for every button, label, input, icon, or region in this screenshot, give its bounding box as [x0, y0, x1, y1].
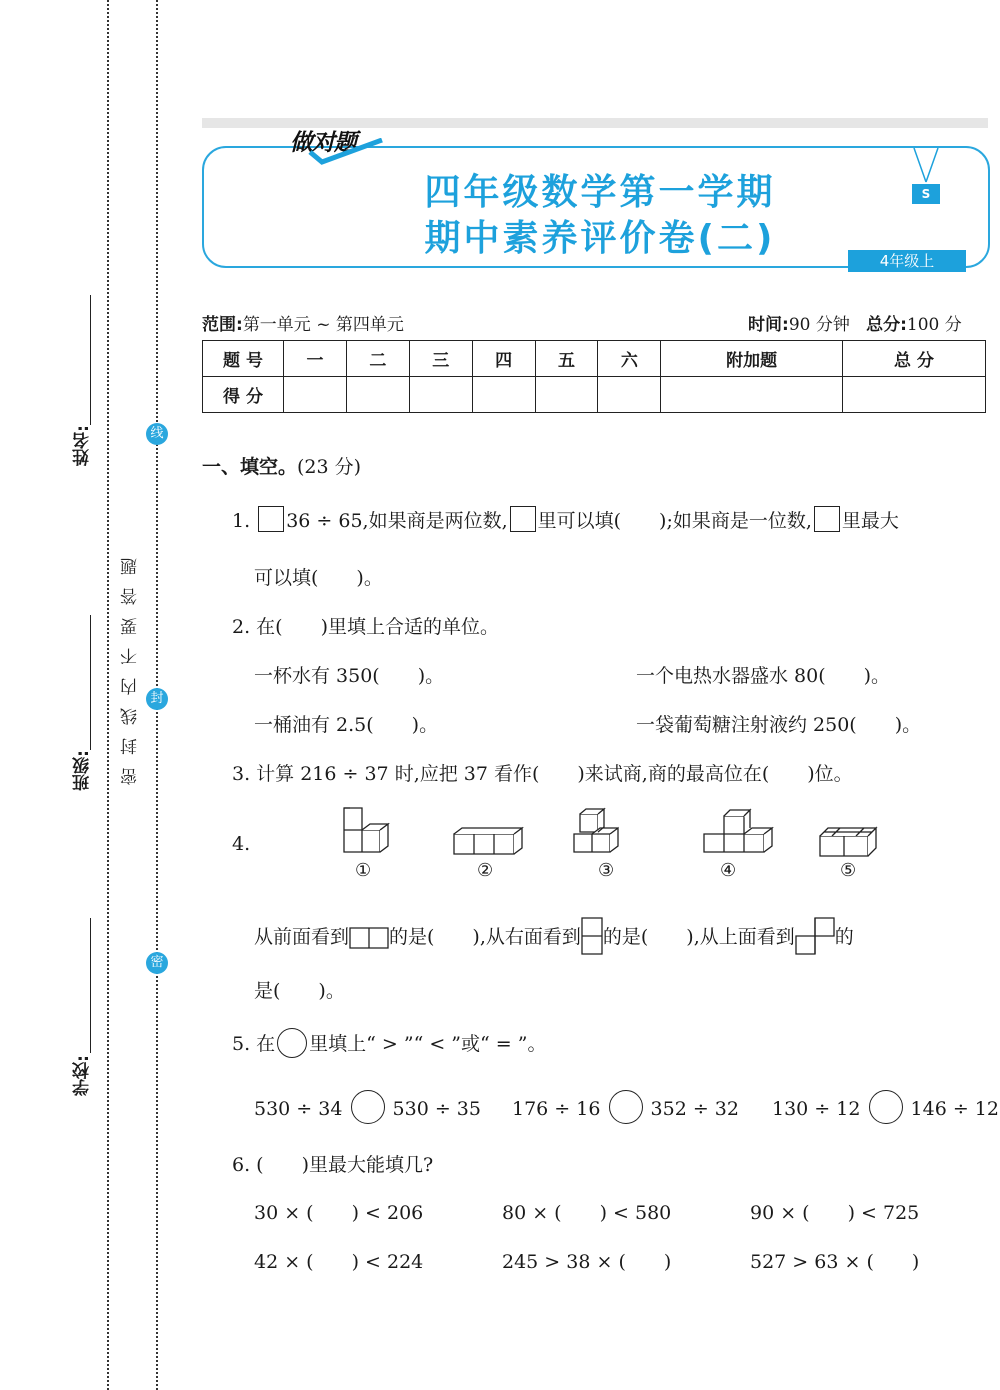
q1-text-a: 36 ÷ 65,如果商是两位数,	[286, 510, 508, 532]
score-cell[interactable]	[346, 377, 409, 413]
pendant-icon	[906, 148, 946, 186]
score-cell[interactable]	[661, 377, 843, 413]
front-view-icon	[349, 927, 389, 949]
q6-item-6: 527 > 63 × ( )	[750, 1251, 920, 1273]
scope-value: 第一单元 ~ 第四单元	[242, 315, 404, 335]
q1-blank-box[interactable]	[510, 506, 536, 532]
table-header-cell: 二	[346, 341, 409, 377]
table-header-cell: 附加题	[661, 341, 843, 377]
q4-text-c: 的是( ),从上面看到	[602, 926, 795, 948]
question-3: 3. 计算 216 ÷ 37 时,应把 37 看作( )来试商,商的最高位在( )位。	[232, 763, 853, 785]
score-cell[interactable]	[842, 377, 985, 413]
question-4-text	[254, 917, 854, 955]
score-cell[interactable]	[535, 377, 598, 413]
right-view-icon	[581, 917, 603, 955]
q5-answer-circle[interactable]	[351, 1090, 385, 1124]
cube-figure-1	[340, 806, 392, 856]
brand-logo: 做对题	[290, 130, 356, 156]
seal-warning-text: 密封线内不要答题	[121, 545, 141, 785]
name-line	[90, 295, 91, 425]
time-total-info	[748, 310, 962, 335]
table-header-cell: 题 号	[203, 341, 284, 377]
q6-item-1: 30 × ( ) < 206	[254, 1202, 424, 1224]
title-line-2: 期中素养评价卷(二)	[424, 218, 776, 259]
seal-dot-secret: 密	[146, 952, 168, 974]
question-1	[232, 506, 899, 533]
table-header-cell: 四	[472, 341, 535, 377]
q1-blank-box[interactable]	[258, 506, 284, 532]
cube-figure-4	[702, 806, 774, 856]
q4-text-b: 的是( ),从右面看到	[389, 926, 581, 948]
total-label: 总分:	[866, 315, 907, 335]
q6-item-3: 90 × ( ) < 725	[750, 1202, 920, 1224]
cube-figure-3	[570, 806, 630, 856]
cube-figure-5	[818, 824, 878, 858]
q5-right-expr: 146 ÷ 12	[910, 1098, 999, 1120]
time-label: 时间:	[748, 315, 789, 335]
q5-text-a: 5. 在	[232, 1033, 276, 1055]
name-label: 姓名:	[73, 425, 93, 466]
q5-answer-circle[interactable]	[869, 1090, 903, 1124]
q2-item-1: 一杯水有 350( )。	[254, 665, 445, 687]
q5-left-expr: 130 ÷ 12	[772, 1098, 861, 1120]
class-line	[90, 615, 91, 750]
q5-text-b: 里填上“ > ”“ < ”或“ = ”。	[309, 1033, 547, 1055]
q5-item-3	[772, 1090, 999, 1124]
scope-label: 范围:	[202, 315, 243, 335]
q5-item-1	[254, 1090, 481, 1124]
check-mark-icon	[306, 138, 386, 166]
score-table	[202, 340, 986, 413]
question-2: 2. 在( )里填上合适的单位。	[232, 616, 499, 638]
figure-label-4: ④	[720, 860, 737, 881]
seal-dot-line: 线	[146, 423, 168, 445]
score-table-header	[203, 341, 986, 377]
figure-label-5: ⑤	[840, 860, 857, 881]
q5-right-expr: 352 ÷ 32	[650, 1098, 739, 1120]
seal-dot-seal: 封	[146, 688, 168, 710]
compare-circle-icon	[277, 1028, 307, 1058]
s-badge: S	[912, 184, 940, 204]
question-1-cont: 可以填( )。	[254, 567, 383, 589]
q1-blank-box[interactable]	[814, 506, 840, 532]
score-cell[interactable]	[284, 377, 347, 413]
q5-item-2	[512, 1090, 739, 1124]
q2-item-4: 一袋葡萄糖注射液约 250( )。	[636, 714, 922, 736]
table-header-cell: 总 分	[842, 341, 985, 377]
top-view-icon	[795, 917, 835, 955]
q5-left-expr: 176 ÷ 16	[512, 1098, 601, 1120]
table-header-cell: 一	[284, 341, 347, 377]
title-line-1: 四年级数学第一学期	[424, 172, 776, 213]
q6-item-4: 42 × ( ) < 224	[254, 1251, 424, 1273]
score-cell[interactable]	[598, 377, 661, 413]
section-1-title	[202, 452, 361, 479]
time-value: 90 分钟	[788, 315, 850, 335]
total-value: 100 分	[906, 315, 962, 335]
section-1-points: (23 分)	[297, 456, 362, 478]
section-1-heading: 一、填空。	[202, 456, 298, 478]
question-4-cont: 是( )。	[254, 980, 345, 1002]
grade-tag: 4年级上	[848, 250, 966, 272]
q5-right-expr: 530 ÷ 35	[392, 1098, 481, 1120]
q1-text-c: 里最大	[841, 510, 899, 532]
class-label: 班级:	[73, 750, 93, 791]
q2-item-3: 一桶油有 2.5( )。	[254, 714, 439, 736]
q6-item-2: 80 × ( ) < 580	[502, 1202, 672, 1224]
binding-dotted-line-left	[107, 0, 109, 1390]
q6-item-5: 245 > 38 × ( )	[502, 1251, 672, 1273]
cube-figure-2	[452, 826, 524, 856]
scope-info	[202, 310, 404, 335]
score-table-row	[203, 377, 986, 413]
q2-item-2: 一个电热水器盛水 80( )。	[636, 665, 891, 687]
score-cell[interactable]	[409, 377, 472, 413]
q1-number: 1.	[232, 510, 251, 532]
score-cell[interactable]	[472, 377, 535, 413]
score-row-label: 得 分	[203, 377, 284, 413]
school-label: 学校:	[73, 1055, 93, 1096]
q5-answer-circle[interactable]	[609, 1090, 643, 1124]
figure-label-2: ②	[477, 860, 494, 881]
q4-text-d: 的	[834, 926, 854, 948]
table-header-cell: 三	[409, 341, 472, 377]
q1-text-b: 里可以填( );如果商是一位数,	[537, 510, 812, 532]
school-line	[90, 918, 91, 1053]
q5-left-expr: 530 ÷ 34	[254, 1098, 343, 1120]
question-6: 6. ( )里最大能填几?	[232, 1154, 434, 1176]
q4-text-a: 从前面看到	[254, 926, 350, 948]
figure-label-3: ③	[598, 860, 615, 881]
q4-number: 4.	[232, 833, 251, 855]
figure-label-1: ①	[355, 860, 372, 881]
question-5	[232, 1028, 546, 1058]
table-header-cell: 五	[535, 341, 598, 377]
table-header-cell: 六	[598, 341, 661, 377]
